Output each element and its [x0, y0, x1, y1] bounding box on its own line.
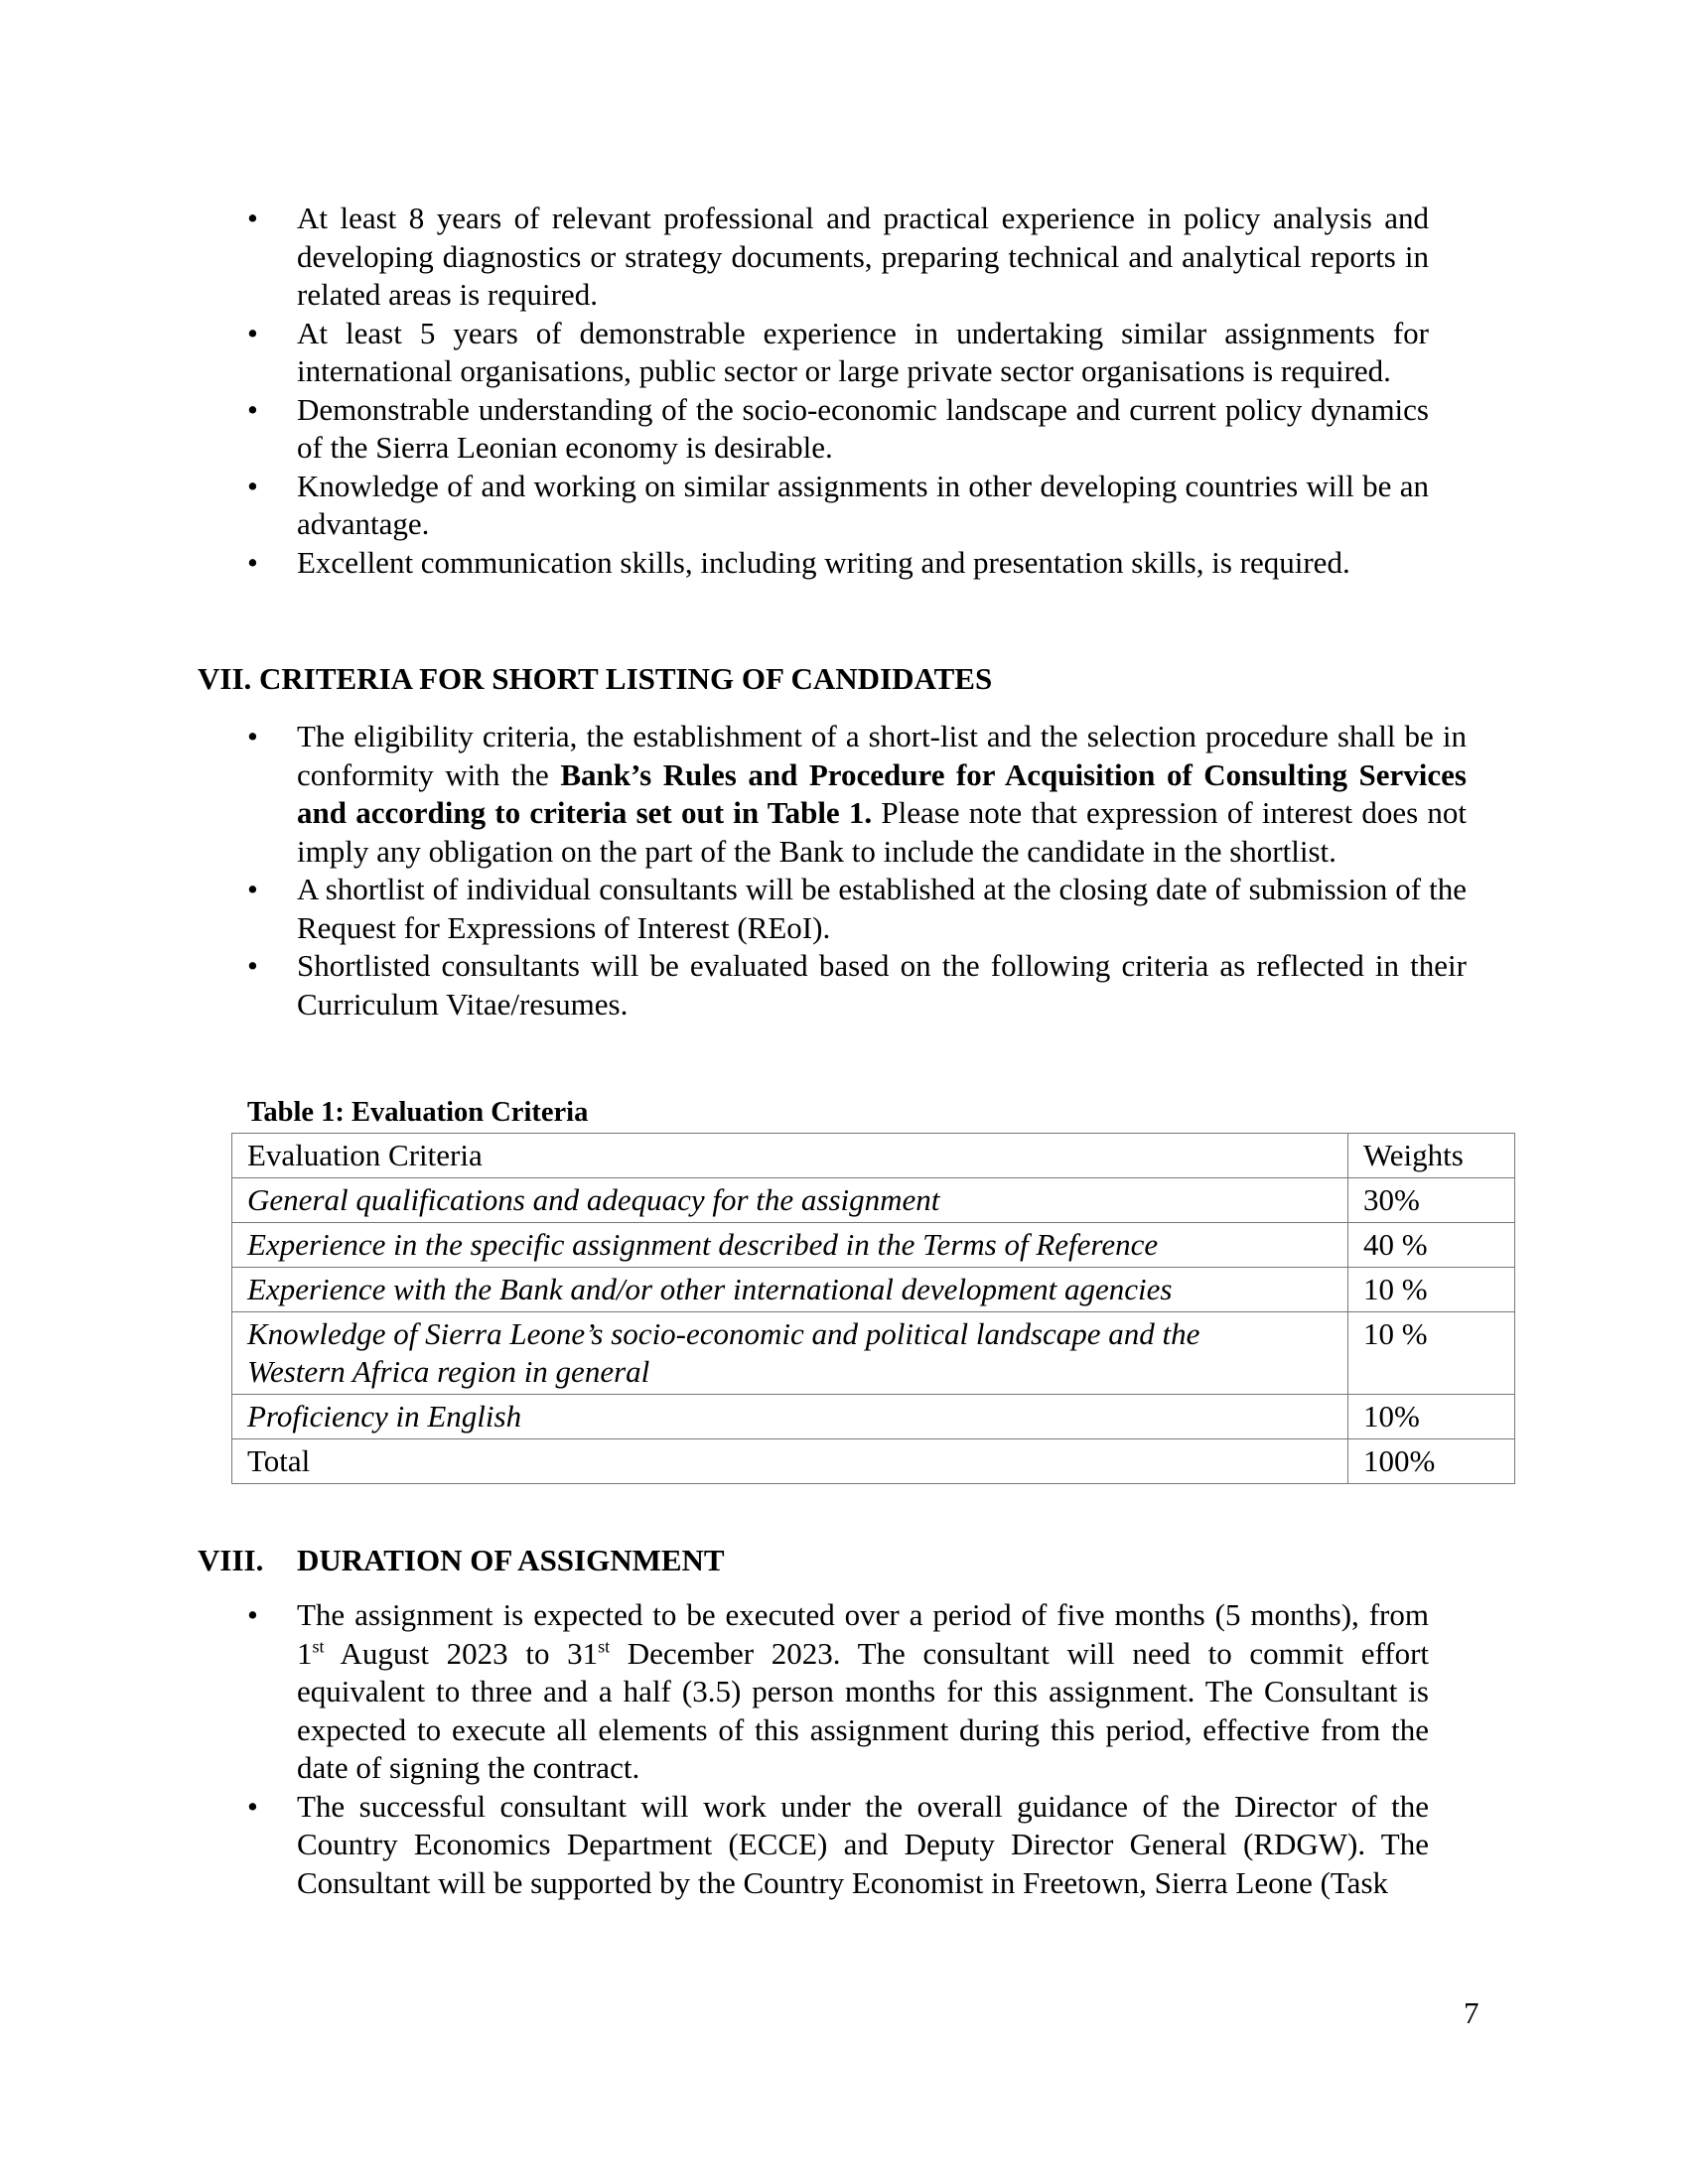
duration-text: The assignment is expected to be executed over a period of five months (5 months), from 1 — [297, 1597, 1429, 1671]
criteria-cell: Experience with the Bank and/or other international development agencies — [232, 1268, 1348, 1312]
total-label-cell: Total — [232, 1439, 1348, 1484]
table-caption: Table 1: Evaluation Criteria — [247, 1097, 589, 1128]
total-weight-cell: 100% — [1348, 1439, 1515, 1484]
table-header-cell: Weights — [1348, 1134, 1515, 1178]
table-row — [232, 1312, 1515, 1395]
weight-cell: 10 % — [1348, 1312, 1515, 1395]
requirements-list — [247, 200, 1429, 582]
criteria-item: • Shortlisted consultants will be evaluated based on the following criteria as reflected in their Curriculum Vitae/resumes. — [247, 947, 1467, 1024]
evaluation-criteria-table — [231, 1133, 1515, 1484]
requirement-item: • Knowledge of and working on similar assignments in other developing countries will be an advantage. — [247, 468, 1429, 544]
table-total-row — [232, 1439, 1515, 1484]
criteria-cell: Experience in the specific assignment described in the Terms of Reference — [232, 1223, 1348, 1268]
criteria-list — [247, 718, 1467, 1024]
duration-text: August 2023 to 31 — [324, 1635, 599, 1671]
requirement-item: • Excellent communication skills, including writing and presentation skills, is required. — [247, 544, 1429, 583]
table-row — [232, 1395, 1515, 1439]
criteria-text: Please note that expression of interest does not imply any obligation on the part of the Bank to include the candidate in the shortlist. — [297, 795, 1467, 869]
requirement-item: • At least 5 years of demonstrable experience in undertaking similar assignments for international organisations, public sector or large private sector organisations is required. — [247, 315, 1429, 391]
weight-cell: 10% — [1348, 1395, 1515, 1439]
table-header-row — [232, 1134, 1515, 1178]
section-heading-criteria: VII. CRITERIA FOR SHORT LISTING OF CANDIDATES — [198, 661, 993, 696]
table-row — [232, 1223, 1515, 1268]
ordinal-suffix: st — [598, 1636, 611, 1657]
criteria-text: The eligibility criteria, the establishment of a short-list and the selection procedure shall be in conformity with the — [297, 719, 1467, 792]
table-row — [232, 1268, 1515, 1312]
criteria-cell: General qualifications and adequacy for the assignment — [232, 1178, 1348, 1223]
ordinal-suffix: st — [312, 1636, 325, 1657]
duration-text: December 2023. The consultant will need to commit effort equivalent to three and a half (3.5) person months for this assignment. The Consultant is expected to execute all elements of this assignment during this period, effective from the date of signing the contract. — [297, 1635, 1429, 1785]
weight-cell: 30% — [1348, 1178, 1515, 1223]
page-number: 7 — [1464, 1995, 1479, 2030]
duration-item — [247, 1596, 1429, 1788]
criteria-cell: Knowledge of Sierra Leone’s socio-economic and political landscape and the Western Africa region in general — [232, 1312, 1348, 1395]
weight-cell: 40 % — [1348, 1223, 1515, 1268]
criteria-item: • A shortlist of individual consultants will be established at the closing date of submission of the Request for Expressions of Interest (REoI). — [247, 871, 1467, 947]
section-heading-duration — [198, 1542, 725, 1579]
criteria-cell: Proficiency in English — [232, 1395, 1348, 1439]
requirement-item: • At least 8 years of relevant professional and practical experience in policy analysis and developing diagnostics or strategy documents, preparing technical and analytical reports in related areas is required. — [247, 200, 1429, 315]
duration-item: • The successful consultant will work under the overall guidance of the Director of the Country Economics Department (ECCE) and Deputy Director General (RDGW). The Consultant will be supported by the Country Economist in Freetown, Sierra Leone (Task — [247, 1788, 1429, 1903]
table-header-cell: Evaluation Criteria — [232, 1134, 1348, 1178]
table-row — [232, 1178, 1515, 1223]
section-title: DURATION OF ASSIGNMENT — [297, 1543, 725, 1577]
requirement-item: • Demonstrable understanding of the socio-economic landscape and current policy dynamics of the Sierra Leonian economy is desirable. — [247, 391, 1429, 468]
section-number: VIII. — [198, 1543, 264, 1577]
bank-rules-reference: Bank’s Rules and Procedure for Acquisition of Consulting Services and according to criteria set out in Table 1. — [297, 756, 1467, 830]
criteria-item — [247, 718, 1467, 871]
duration-list — [247, 1596, 1429, 1902]
weight-cell: 10 % — [1348, 1268, 1515, 1312]
